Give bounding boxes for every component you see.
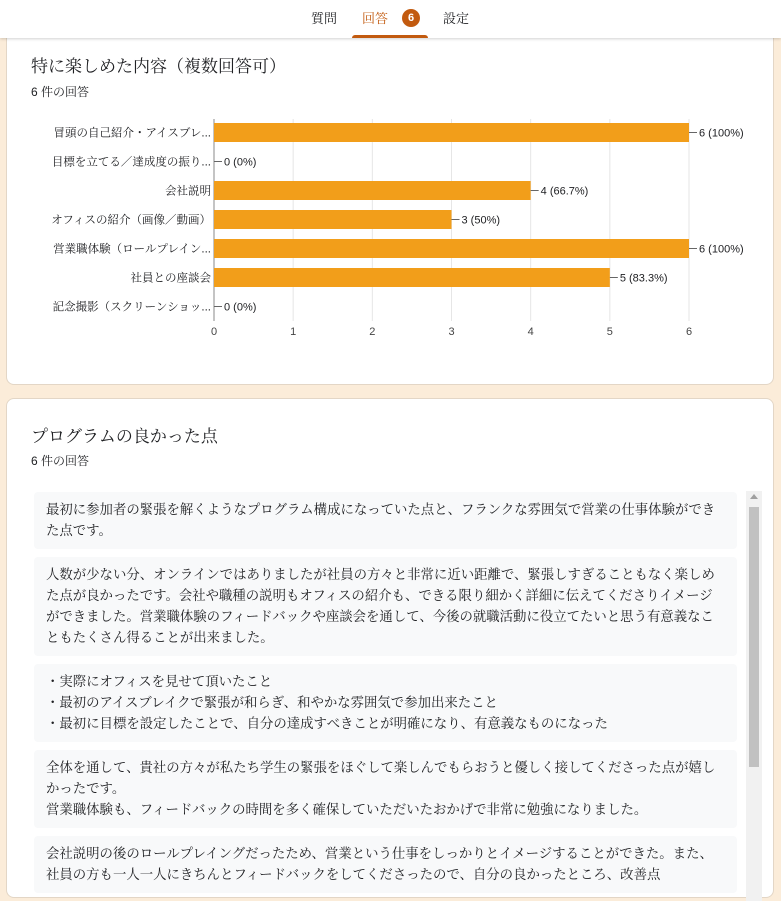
tab-responses-label: 回答 — [362, 11, 389, 26]
tab-settings[interactable]: 設定 — [442, 11, 469, 26]
response-item: 人数が少ない分、オンラインではありましたが社員の方々と非常に近い距離で、緊張しすぎることもなく楽しめた点が良かったです。会社や職種の説明もオフィスの紹介も、できる限り細かく詳細に伝えてくださりイメージができました。営業職体験のフィードバックや座談会を通して、今後の就職活動に役立てたいと思う有意義なこともたくさん得ることが出来ました。 — [34, 557, 737, 656]
bar-chart — [7, 31, 773, 384]
question-title: 特に楽しめた内容（複数回答可） — [31, 57, 286, 76]
bar[interactable] — [214, 239, 689, 258]
response-list — [34, 492, 737, 901]
value-label: 6 (100%) — [699, 243, 744, 256]
response-count: 6 件の回答 — [31, 85, 90, 99]
category-label: 記念撮影（スクリーンショッ... — [52, 301, 211, 314]
bar[interactable] — [214, 181, 531, 200]
bar[interactable] — [214, 268, 610, 287]
category-label: 社員との座談会 — [130, 272, 211, 285]
category-label: 冒頭の自己紹介・アイスブレ... — [53, 127, 211, 140]
x-tick-label: 4 — [527, 326, 534, 338]
responses-count-badge: 6 — [402, 9, 420, 27]
x-tick-label: 3 — [448, 326, 455, 338]
bar[interactable] — [214, 210, 452, 229]
question-title: プログラムの良かった点 — [31, 427, 218, 446]
active-tab-indicator — [352, 35, 428, 38]
category-label: オフィスの紹介（画像／動画） — [51, 214, 211, 227]
category-label: 営業職体験（ロールプレイン... — [53, 243, 211, 256]
x-tick-label: 0 — [210, 326, 218, 338]
value-label: 0 (0%) — [224, 156, 257, 169]
tab-questions[interactable]: 質問 — [310, 11, 337, 26]
response-item: 全体を通して、貴社の方々が私たち学生の緊張をほぐして楽しんでもらおうと優しく接してくださった点が嬉しかったです。 営業職体験も、フィードバックの時間を多く確保していただいたおかげで非常に勉強になりました。 — [34, 750, 737, 828]
scroll-up-arrow-icon[interactable] — [750, 494, 758, 499]
value-label: 3 (50%) — [461, 214, 501, 227]
question-card-good-points — [6, 398, 774, 898]
category-label: 目標を立てる／達成度の振り... — [51, 156, 211, 169]
value-label: 4 (66.7%) — [540, 185, 589, 198]
tab-responses[interactable] — [352, 0, 428, 38]
bar[interactable] — [214, 123, 689, 142]
value-label: 6 (100%) — [699, 127, 744, 140]
response-item: 会社説明の後のロールプレイングだったため、営業という仕事をしっかりとイメージすることができた。また、社員の方も一人一人にきちんとフィードバックをしてくださったので、自分の良かったところ、改善点 — [34, 836, 737, 893]
value-label: 5 (83.3%) — [619, 272, 668, 285]
category-label: 会社説明 — [165, 185, 211, 198]
top-tab-bar — [0, 0, 781, 38]
x-tick-label: 6 — [685, 326, 693, 338]
question-card-enjoyed-content — [6, 30, 774, 385]
response-count: 6 件の回答 — [31, 454, 90, 468]
response-list-scrollbar[interactable] — [746, 491, 762, 901]
scrollbar-thumb[interactable] — [749, 507, 759, 767]
x-tick-label: 2 — [369, 326, 376, 338]
response-item: ・実際にオフィスを見せて頂いたこと ・最初のアイスブレイクで緊張が和らぎ、和やかな雰囲気で参加出来たこと ・最初に目標を設定したことで、自分の達成すべきことが明確になり、有意義なものになった — [34, 664, 737, 742]
value-label: 0 (0%) — [224, 301, 257, 314]
x-tick-label: 1 — [290, 326, 297, 338]
x-tick-label: 5 — [606, 326, 613, 338]
response-item: 最初に参加者の緊張を解くようなプログラム構成になっていた点と、フランクな雰囲気で営業の仕事体験ができた点です。 — [34, 492, 737, 549]
